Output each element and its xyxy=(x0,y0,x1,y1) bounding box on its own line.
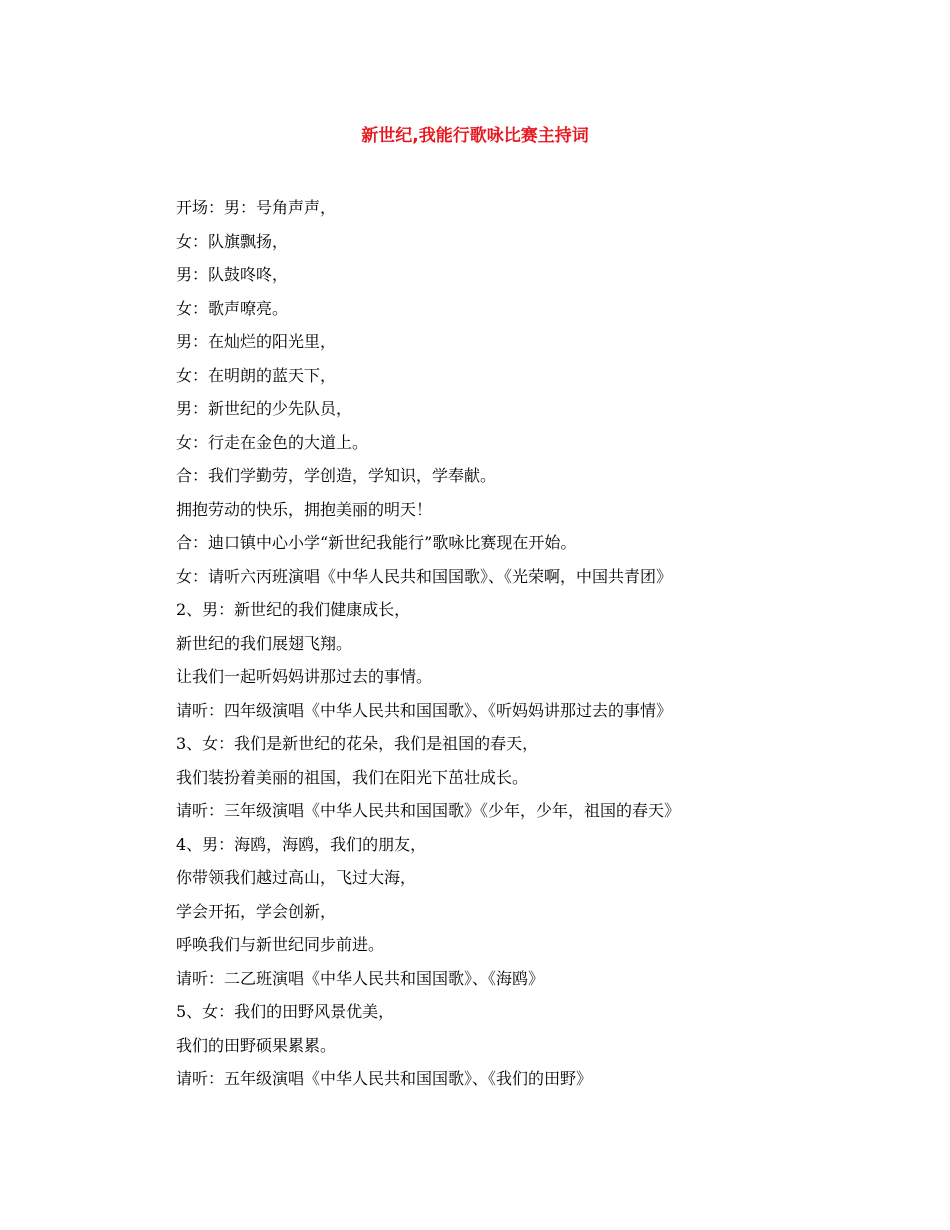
text-line: 我们的田野硕果累累。 xyxy=(176,1035,337,1055)
text-line: 学会开拓，学会创新， xyxy=(176,901,337,921)
document-body xyxy=(176,191,816,1096)
text-line: 女：行走在金色的大道上。 xyxy=(176,432,369,452)
text-line: 呼唤我们与新世纪同步前进。 xyxy=(176,935,385,954)
text-line: 请听：四年级演唱《中华人民共和国国歌》、《听妈妈讲那过去的事情》 xyxy=(176,700,673,720)
text-line: 男：在灿烂的阳光里， xyxy=(176,332,337,351)
text-line: 女：请听六丙班演唱《中华人民共和国国歌》、《光荣啊，中国共青团》 xyxy=(176,566,673,586)
text-line: 女：歌声嘹亮。 xyxy=(176,298,289,318)
text-line: 男：新世纪的少先队员， xyxy=(176,399,353,418)
text-line: 让我们一起听妈妈讲那过去的事情。 xyxy=(176,667,433,686)
text-line: 我们装扮着美丽的祖国，我们在阳光下茁壮成长。 xyxy=(176,767,529,787)
text-line: 拥抱劳动的快乐，拥抱美丽的明天！ xyxy=(176,499,433,519)
text-line: 请听：五年级演唱《中华人民共和国国歌》、《我们的田野》 xyxy=(176,1069,593,1088)
text-line: 合：迪口镇中心小学“新世纪我能行”歌咏比赛现在开始。 xyxy=(176,533,577,552)
text-line: 3、女：我们是新世纪的花朵，我们是祖国的春天， xyxy=(176,734,539,753)
text-line: 开场：男：号角声声， xyxy=(176,198,337,217)
document-title: 新世纪,我能行歌咏比赛主持词 xyxy=(361,126,589,146)
text-line: 4、男：海鸥，海鸥，我们的朋友， xyxy=(176,834,427,854)
text-line: 男：队鼓咚咚， xyxy=(176,265,289,284)
text-line: 女：队旗飘扬， xyxy=(176,231,289,251)
text-line: 女：在明朗的蓝天下， xyxy=(176,365,337,385)
text-line: 你带领我们越过高山，飞过大海， xyxy=(176,868,417,887)
text-line: 合：我们学勤劳，学创造，学知识，学奉献。 xyxy=(176,466,497,485)
text-line: 新世纪的我们展翅飞翔。 xyxy=(176,633,353,653)
text-line: 请听：二乙班演唱《中华人民共和国国歌》、《海鸥》 xyxy=(176,968,545,988)
text-line: 5、女：我们的田野风景优美， xyxy=(176,1002,395,1021)
text-line: 请听：三年级演唱《中华人民共和国国歌》《少年，少年，祖国的春天》 xyxy=(176,801,681,820)
text-line: 2、男：新世纪的我们健康成长， xyxy=(176,600,411,619)
